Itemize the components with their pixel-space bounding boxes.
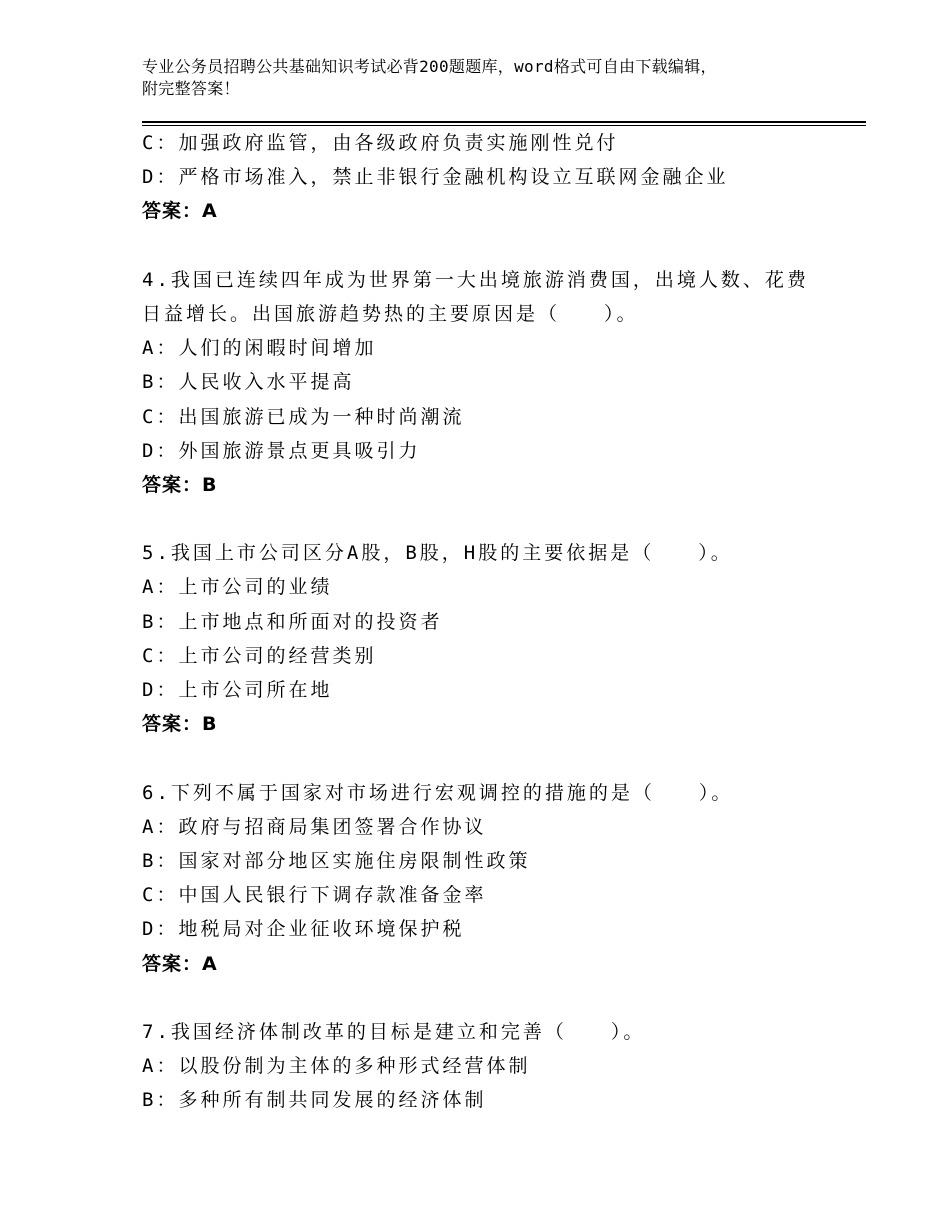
question-5 bbox=[142, 536, 862, 741]
q6-stem: 6.下列不属于国家对市场进行宏观调控的措施的是（ ）。 bbox=[142, 781, 734, 804]
q4-answer: 答案：B bbox=[142, 473, 218, 496]
q5-option-c: C：上市公司的经营类别 bbox=[142, 644, 377, 667]
q4-option-d: D：外国旅游景点更具吸引力 bbox=[142, 439, 421, 462]
question-3-tail bbox=[142, 126, 862, 229]
q6-option-c: C：中国人民银行下调存款准备金率 bbox=[142, 884, 487, 907]
spacer bbox=[142, 981, 862, 1015]
q6-answer: 答案：A bbox=[142, 952, 218, 975]
q5-option-a: A：上市公司的业绩 bbox=[142, 576, 333, 599]
q4-option-c: C：出国旅游已成为一种时尚潮流 bbox=[142, 405, 465, 428]
q5-stem: 5.我国上市公司区分A股，B股，H股的主要依据是（ ）。 bbox=[142, 542, 733, 565]
header-line-1: 专业公务员招聘公共基础知识考试必背200题题库，word格式可自由下载编辑， bbox=[142, 57, 717, 76]
header-line-2: 附完整答案！ bbox=[142, 79, 240, 98]
q3-option-d: D：严格市场准入，禁止非银行金融机构设立互联网金融企业 bbox=[142, 166, 729, 189]
q7-option-b: B：多种所有制共同发展的经济体制 bbox=[142, 1089, 487, 1112]
q5-answer: 答案：B bbox=[142, 713, 218, 736]
document-header bbox=[142, 56, 842, 100]
q7-stem: 7.我国经济体制改革的目标是建立和完善（ ）。 bbox=[142, 1020, 646, 1043]
q5-option-d: D：上市公司所在地 bbox=[142, 679, 333, 701]
question-6 bbox=[142, 776, 862, 981]
spacer bbox=[142, 229, 862, 263]
question-7 bbox=[142, 1015, 862, 1118]
q3-option-c: C：加强政府监管，由各级政府负责实施刚性兑付 bbox=[142, 132, 619, 154]
q7-option-a: A：以股份制为主体的多种形式经营体制 bbox=[142, 1055, 531, 1078]
question-list bbox=[142, 126, 862, 1117]
q4-stem-line-1: 4.我国已连续四年成为世界第一大出境旅游消费国，出境人数、花费 bbox=[142, 268, 809, 291]
q4-option-b: B：人民收入水平提高 bbox=[142, 371, 355, 394]
q4-stem-line-2: 日益增长。出国旅游趋势热的主要原因是（ ）。 bbox=[142, 302, 639, 325]
q5-option-b: B：上市地点和所面对的投资者 bbox=[142, 610, 443, 633]
q4-option-a: A：人们的闲暇时间增加 bbox=[142, 337, 377, 360]
spacer bbox=[142, 741, 862, 775]
q6-option-a: A：政府与招商局集团签署合作协议 bbox=[142, 815, 487, 838]
q3-answer: 答案：A bbox=[142, 200, 218, 223]
question-4 bbox=[142, 263, 862, 502]
q6-option-d: D：地税局对企业征收环境保护税 bbox=[142, 918, 465, 941]
q6-option-b: B：国家对部分地区实施住房限制性政策 bbox=[142, 849, 531, 872]
header-divider-thick bbox=[142, 121, 866, 123]
spacer bbox=[142, 502, 862, 536]
